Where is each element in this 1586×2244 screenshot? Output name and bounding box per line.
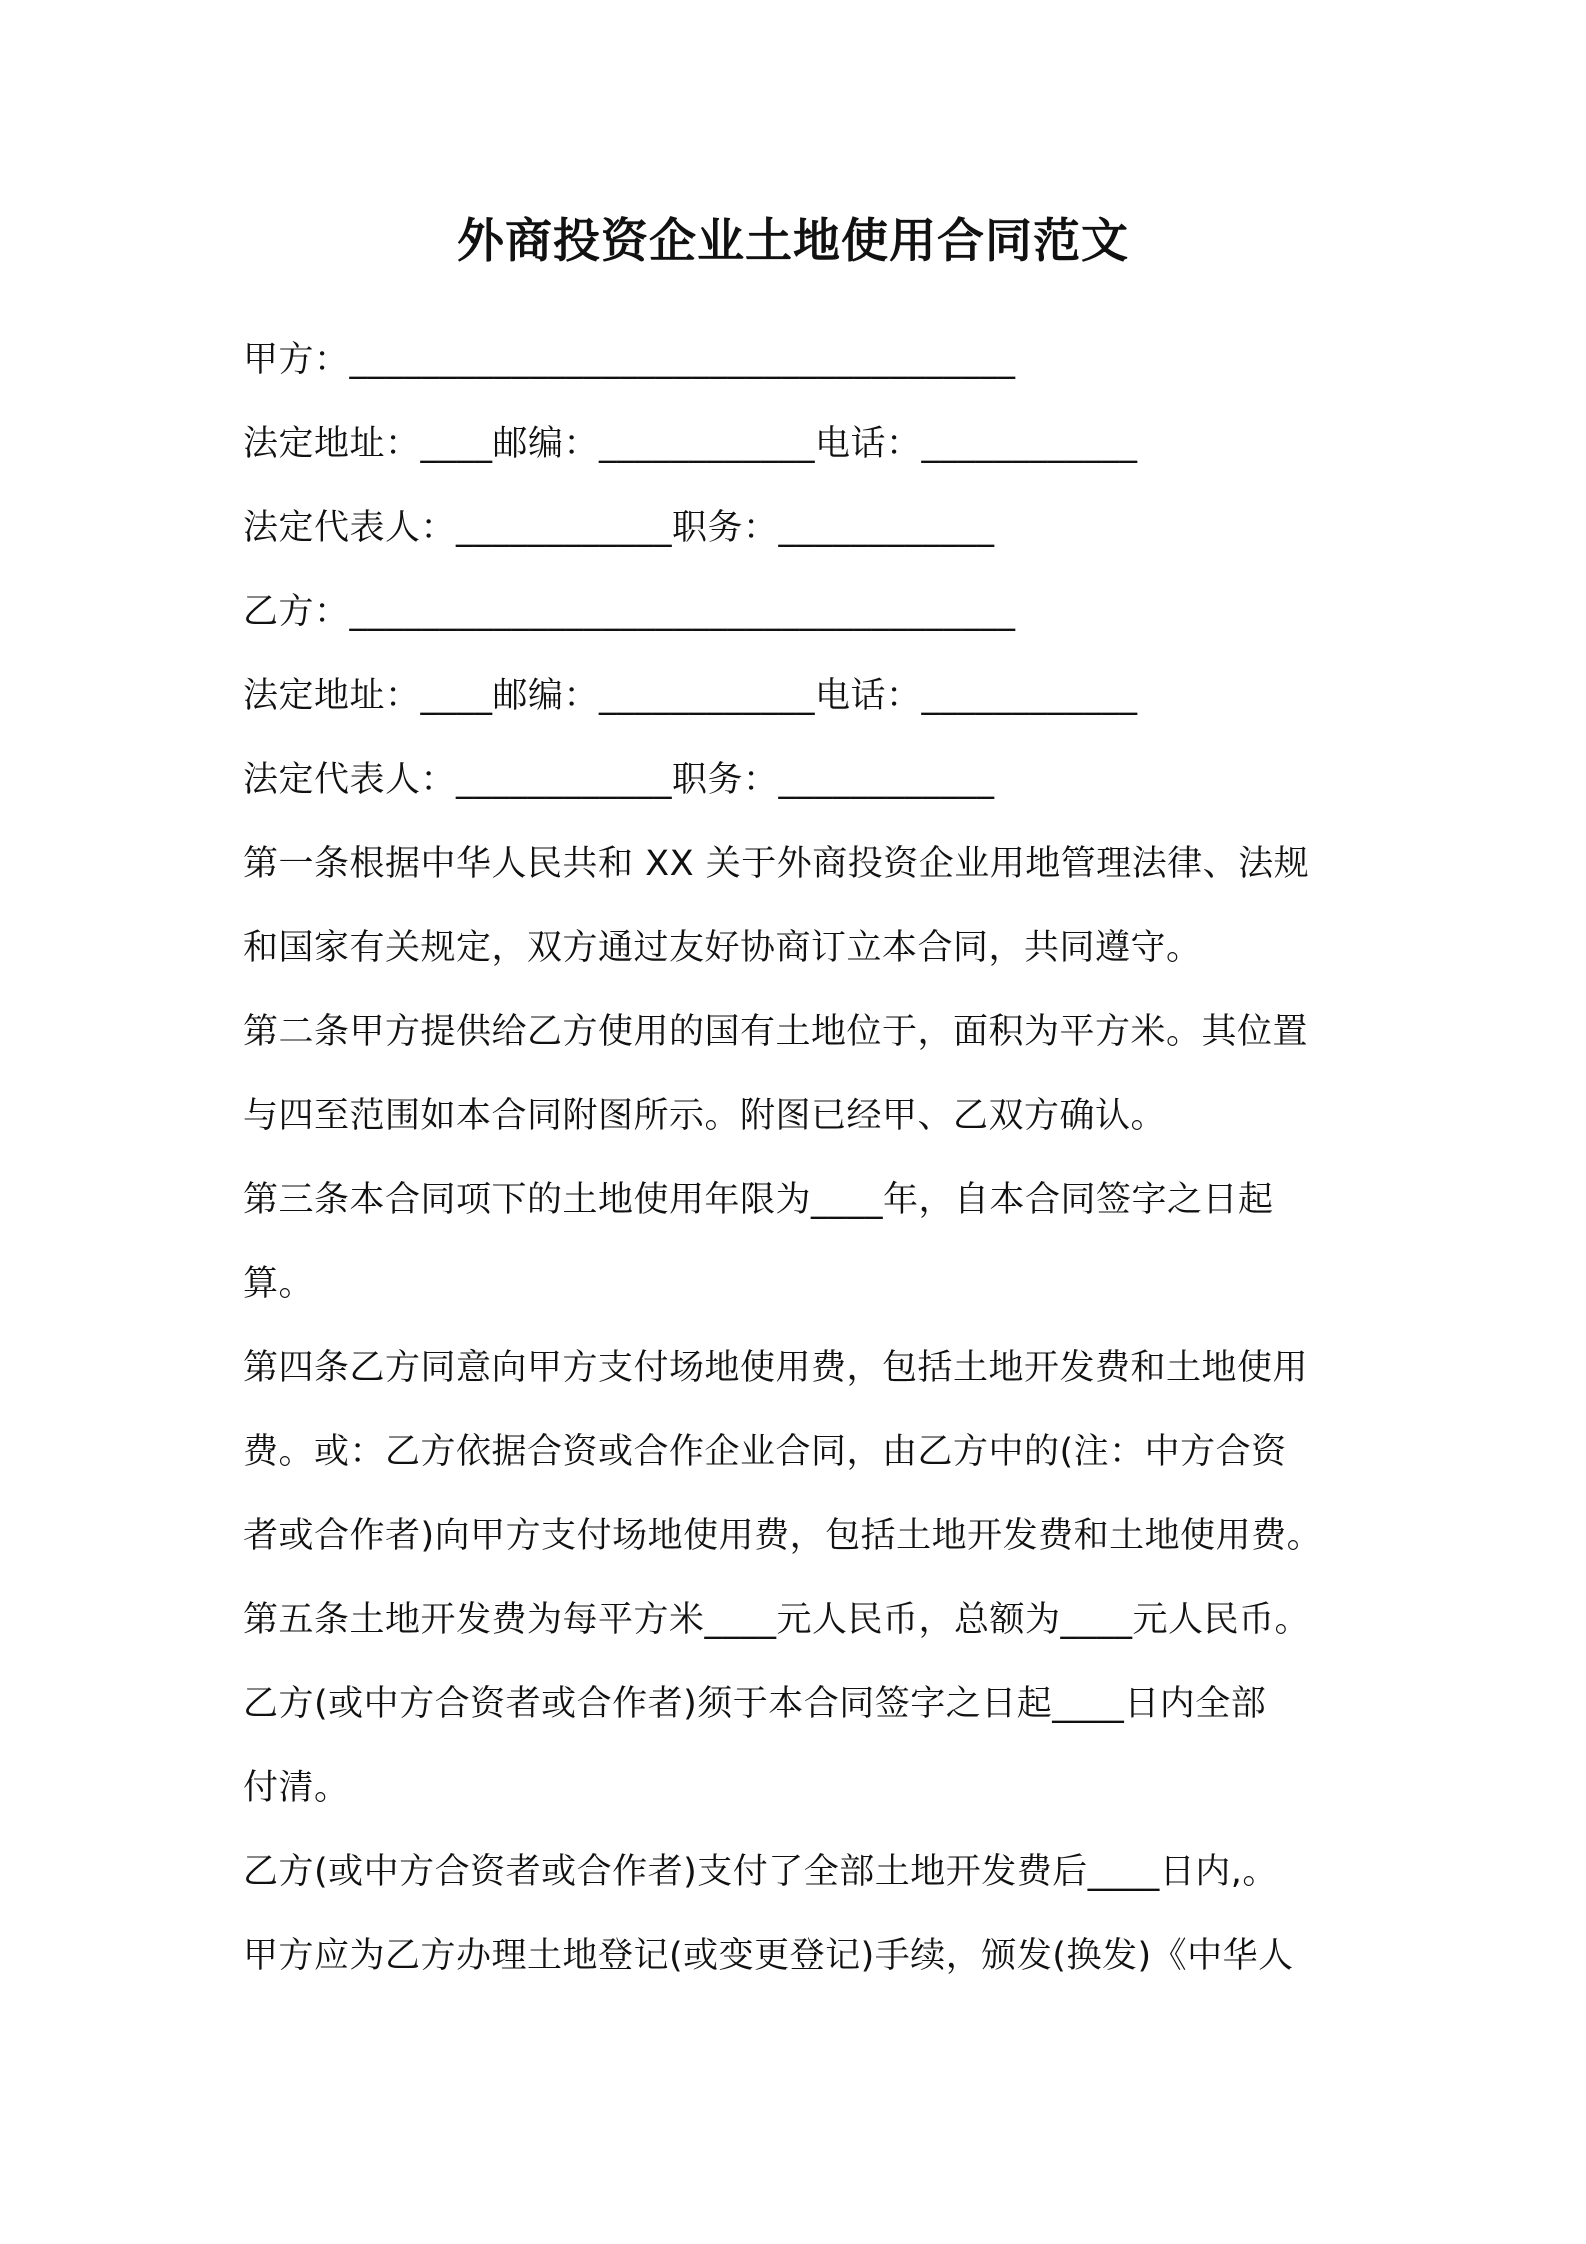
article-2-line-1: 第二条甲方提供给乙方使用的国有土地位于，面积为平方米。其位置 — [243, 1012, 1309, 1052]
article-5-line-5: 甲方应为乙方办理土地登记(或变更登记)手续，颁发(换发)《中华人 — [243, 1936, 1294, 1976]
article-4-line-1: 第四条乙方同意向甲方支付场地使用费，包括土地开发费和土地使用 — [243, 1348, 1309, 1388]
article-1-line-1: 第一条根据中华人民共和 XX 关于外商投资企业用地管理法律、法规 — [243, 844, 1310, 884]
article-3-line-1: 第三条本合同项下的土地使用年限为____年，自本合同签字之日起 — [243, 1180, 1274, 1220]
party-b-address-line: 法定地址：____邮编：____________电话：____________ — [243, 676, 1138, 716]
document-title: 外商投资企业土地使用合同范文 — [457, 214, 1129, 269]
article-4-line-2: 费。或：乙方依据合资或合作企业合同，由乙方中的(注：中方合资 — [243, 1432, 1287, 1472]
article-4-line-3: 者或合作者)向甲方支付场地使用费，包括土地开发费和土地使用费。 — [243, 1516, 1323, 1556]
article-2-line-2: 与四至范围如本合同附图所示。附图已经甲、乙双方确认。 — [243, 1096, 1167, 1136]
article-5-line-1: 第五条土地开发费为每平方米____元人民币，总额为____元人民币。 — [243, 1600, 1311, 1640]
party-b-name-line: 乙方：_____________________________________ — [243, 592, 1016, 632]
party-a-name-line: 甲方：_____________________________________ — [243, 340, 1016, 380]
article-3-line-2: 算。 — [243, 1264, 315, 1304]
article-5-line-2: 乙方(或中方合资者或合作者)须于本合同签字之日起____日内全部 — [243, 1684, 1267, 1724]
party-a-representative-line: 法定代表人：____________职务：____________ — [243, 508, 995, 548]
party-b-representative-line: 法定代表人：____________职务：____________ — [243, 760, 995, 800]
party-a-address-line: 法定地址：____邮编：____________电话：____________ — [243, 424, 1138, 464]
article-1-line-2: 和国家有关规定，双方通过友好协商订立本合同，共同遵守。 — [243, 928, 1202, 968]
article-5-line-3: 付清。 — [243, 1768, 350, 1808]
article-5-line-4: 乙方(或中方合资者或合作者)支付了全部土地开发费后____日内,。 — [243, 1852, 1278, 1892]
